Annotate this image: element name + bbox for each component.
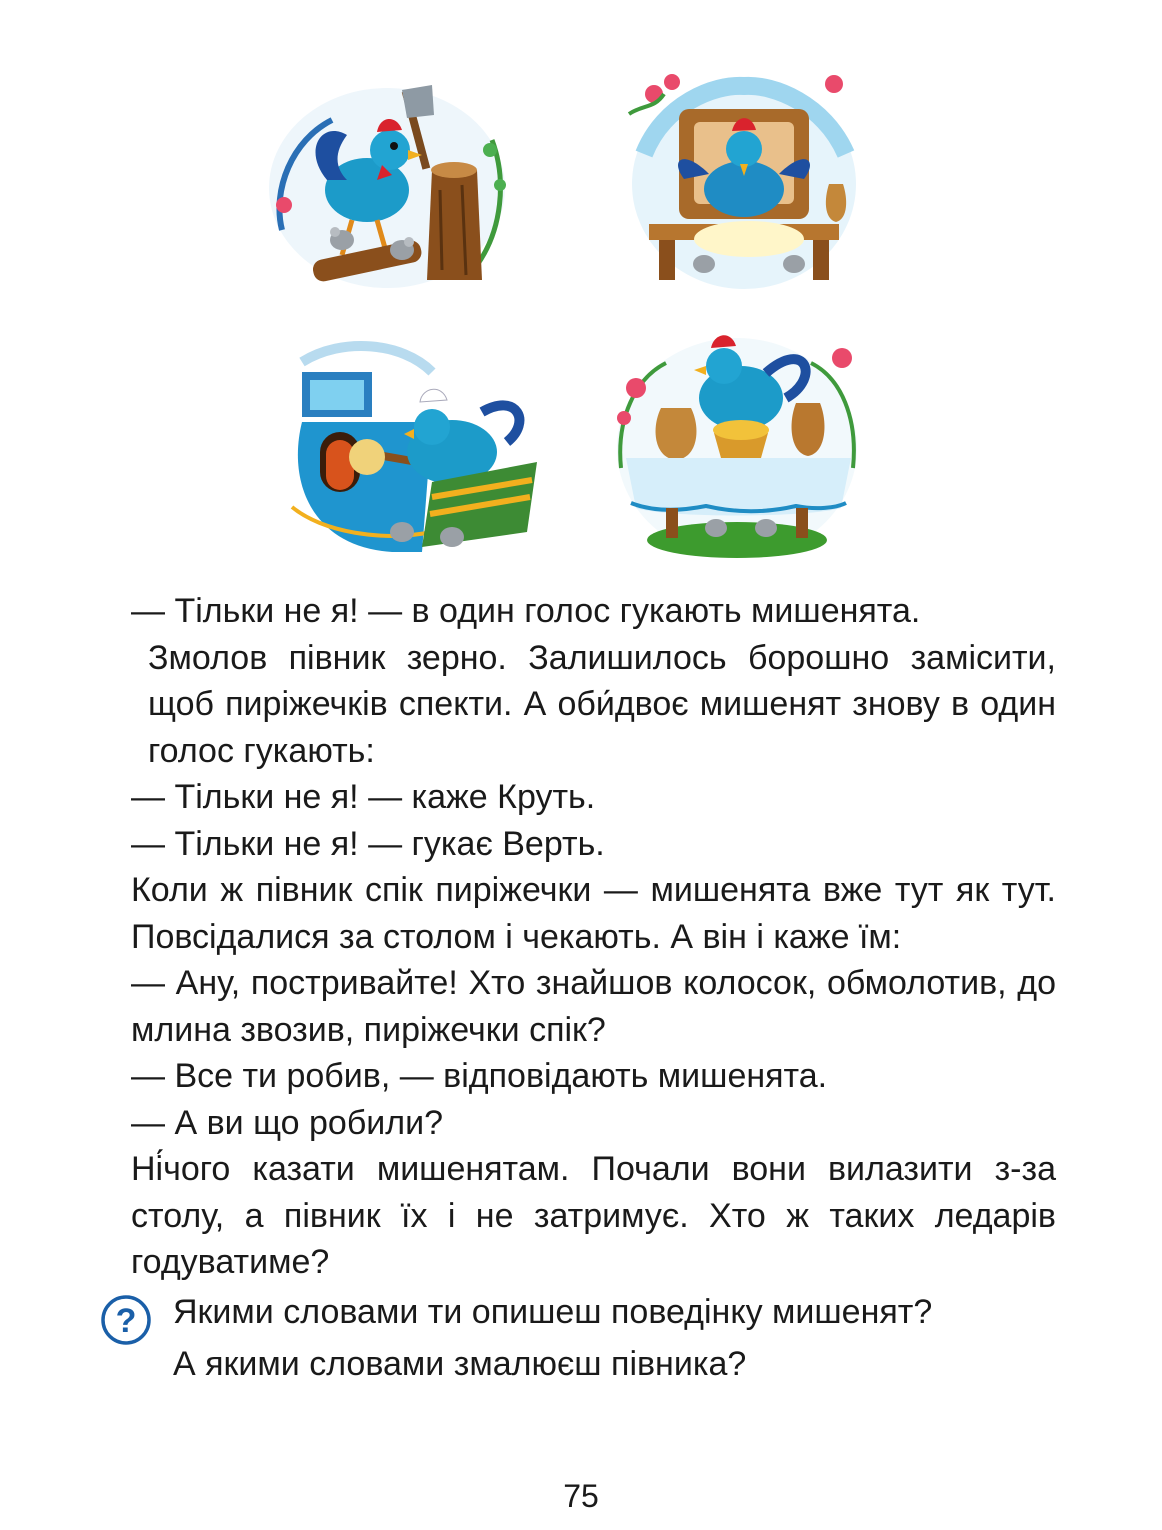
story-paragraph: Ні́чого казати мишенятам. Почали вони вилазити з-за столу, а півник їх і не затримує. Хто ж таких ледарів годуватиме? (131, 1150, 1056, 1281)
question-badge-icon (100, 1294, 152, 1346)
rooster-kneading-dough-illustration (624, 64, 864, 299)
question-mark: ? (115, 1302, 137, 1340)
rooster-table-pies-illustration (606, 318, 868, 566)
story-paragraph: Коли ж півник спік пиріжечки — мишенята вже тут як тут. Повсідалися за столом і чекають. А він і каже їм: (131, 871, 1056, 956)
story-line: — А ви що робили? (131, 1103, 444, 1142)
story-line: — Тільки не я! — каже Круть. (131, 778, 596, 816)
question-line: Якими словами ти опишеш поведінку мишенят? (173, 1293, 933, 1331)
story-paragraph: Змолов півник зерно. Залишилось борошно замісити, щоб пиріжечків спекти. А оби́двоє мишенят знову в один голос гукають: (148, 638, 1056, 770)
story-line: — Все ти робив, — відповідають мишенята. (131, 1057, 828, 1095)
question-line: А якими словами змалюєш півника? (173, 1345, 747, 1383)
page-number: 75 (563, 1478, 599, 1514)
rooster-baking-oven-illustration (282, 332, 544, 562)
question-text (173, 1286, 932, 1390)
story-line: — Тільки не я! — гукає Верть. (131, 824, 605, 863)
rooster-chopping-wood-illustration (262, 80, 512, 295)
story-line: — Тільки не я! — в один голос гукають мишенята. (131, 592, 921, 630)
story-text (104, 588, 1056, 1286)
story-paragraph: — Ану, постривайте! Хто знайшов колосок, обмолотив, до млина звозив, пиріжечки спік? (131, 964, 1056, 1049)
